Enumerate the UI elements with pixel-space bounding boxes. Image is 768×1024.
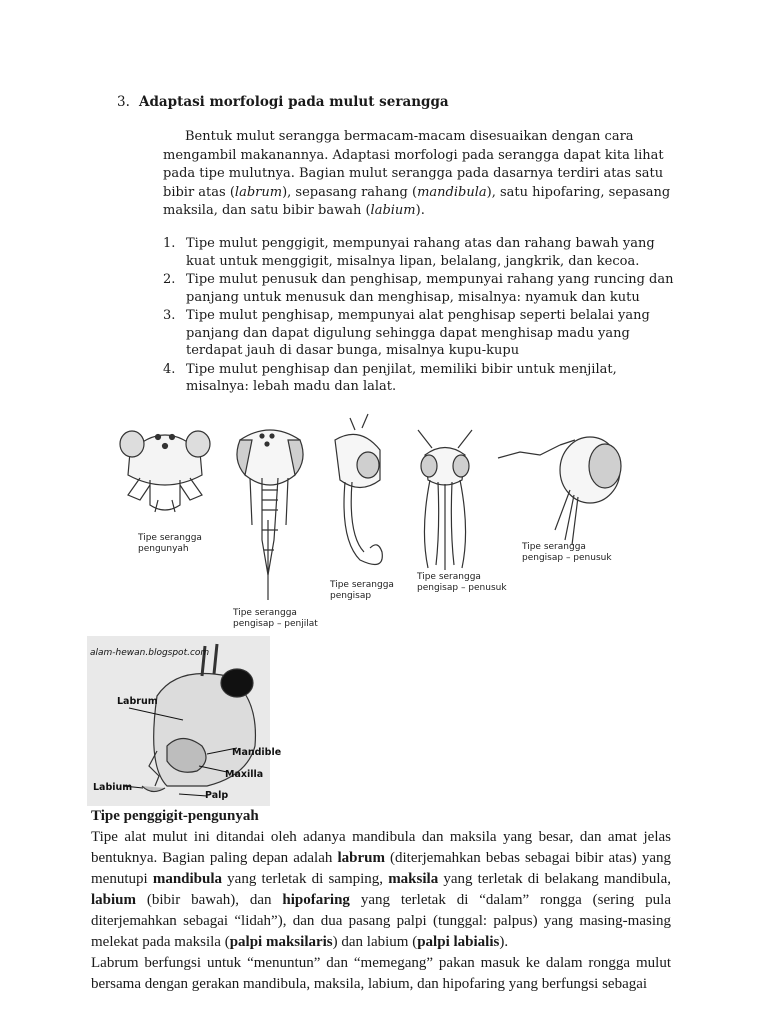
term-bold: labrum — [337, 850, 385, 866]
list-text: Tipe mulut penusuk dan penghisap, mempunyai rahang yang runcing dan panjang untuk menusuk dan menghisap, misalnya: nyamuk dan kutu — [186, 272, 674, 305]
body-paragraph-2: Labrum berfungsi untuk “menuntun” dan “memegang” pakan masuk ke dalam rongga mulut bersama dengan gerakan mandibula, maksila, labium, dan hipofaring yang berfungsi sebagai — [91, 955, 671, 992]
list-text: Tipe mulut penghisap, mempunyai alat penghisap seperti belalai yang panjang dan dapat digulung sehingga dapat menghisap madu yang terdapat jauh di dasar bunga, misalnya kupu-kupu — [186, 308, 650, 358]
term-bold: palpi maksilaris — [229, 934, 333, 950]
grasshopper-head-drawing — [87, 636, 270, 806]
photo-credit: alam-hewan.blogspot.com — [90, 648, 210, 658]
body-heading: Tipe penggigit-pengunyah — [91, 808, 259, 824]
term-bold: maksila — [388, 871, 439, 887]
caption-piercing — [417, 572, 507, 594]
term-mandibula: mandibula — [417, 184, 487, 200]
caption-line: pengisap — [330, 591, 372, 601]
term-bold: mandibula — [152, 871, 223, 887]
list-text: Tipe mulut penggigit, mempunyai rahang atas dan rahang bawah yang kuat untuk menggigit, misalnya lipan, belalang, jangkrik, dan kecoa. — [186, 236, 655, 269]
caption-line: Tipe serangga — [417, 572, 481, 582]
caption-line: Tipe serangga — [522, 542, 586, 552]
list-number: 3. — [163, 308, 176, 323]
term-bold: labium — [91, 892, 137, 908]
lapping-insect-drawing — [237, 430, 303, 600]
chewing-insect-drawing — [120, 431, 210, 512]
sucking-insect-drawing — [335, 414, 382, 565]
section-number: 3. — [117, 94, 130, 110]
piercing-sucking-insect-drawing — [498, 437, 621, 545]
label-mandible: Mandible — [232, 747, 282, 758]
caption-lapping — [233, 608, 318, 630]
caption-sucking — [330, 580, 394, 602]
body-text: ). — [499, 934, 509, 950]
term-labium: labium — [370, 203, 416, 218]
list-text: Tipe mulut penghisap dan penjilat, memiliki bibir untuk menjilat, misalnya: lebah madu dan lalat. — [186, 361, 617, 394]
piercing-insect-drawing — [418, 430, 472, 570]
section-title: Adaptasi morfologi pada mulut serangga — [139, 94, 449, 110]
intro-text-4: ). — [415, 203, 425, 218]
term-bold: palpi labialis — [417, 934, 500, 950]
list-number: 4. — [163, 361, 176, 377]
body-text: yang terletak di belakang mandibula, — [438, 871, 671, 887]
grasshopper-head-photo — [87, 636, 282, 806]
caption-line: Tipe serangga — [233, 608, 297, 618]
body-text: (diterjemahkan bebas sebagai bibir atas) yang menutupi — [91, 850, 671, 887]
body-text: Tipe alat mulut ini ditandai oleh adanya mandibula dan maksila yang besar, dan amat jelas bentuknya. Bagian paling depan adalah — [91, 829, 671, 866]
list-number: 1. — [163, 236, 176, 251]
label-labrum: Labrum — [117, 696, 158, 707]
intro-text-2: ), sepasang rahang ( — [282, 184, 418, 200]
label-palp: Palp — [205, 790, 229, 801]
label-maxilla: Maxilla — [225, 769, 264, 780]
term-labrum: labrum — [234, 184, 283, 200]
caption-line: pengisap – penusuk — [522, 553, 612, 563]
body-text: yang terletak di samping, — [222, 871, 389, 887]
caption-piercing-side — [522, 542, 612, 564]
caption-line: pengisap – penusuk — [417, 583, 507, 593]
body-paragraph-1 — [91, 827, 671, 953]
body-text: (bibir bawah), dan — [136, 892, 283, 908]
caption-line: Tipe serangga — [138, 533, 202, 543]
body-text: ) dan labium ( — [332, 934, 418, 950]
intro-text-3: ), satu hipofaring, sepasang maksila, dan satu bibir bawah ( — [163, 184, 671, 218]
caption-line: pengunyah — [138, 544, 189, 554]
list-number: 2. — [163, 272, 176, 287]
caption-chewing — [138, 533, 202, 555]
caption-line: pengisap – penjilat — [233, 619, 318, 629]
body-text: yang terletak di “dalam” rongga (sering pula diterjemahkan sebagai “lidah”), dan dua pasang palpi (tunggal: palpus) yang masing-masing melekat pada maksila ( — [91, 892, 671, 950]
caption-line: Tipe serangga — [330, 580, 394, 590]
term-bold: hipofaring — [282, 892, 350, 908]
intro-text-1: Bentuk mulut serangga bermacam-macam disesuaikan dengan cara mengambil makanannya. Adaptasi morfologi pada serangga dapat kita lihat pada tipe mulutnya. Bagian mulut serangga pada dasarnya terdiri atas satu bibir atas ( — [163, 129, 664, 200]
label-labium: Labium — [93, 782, 133, 793]
body-section — [91, 806, 671, 995]
